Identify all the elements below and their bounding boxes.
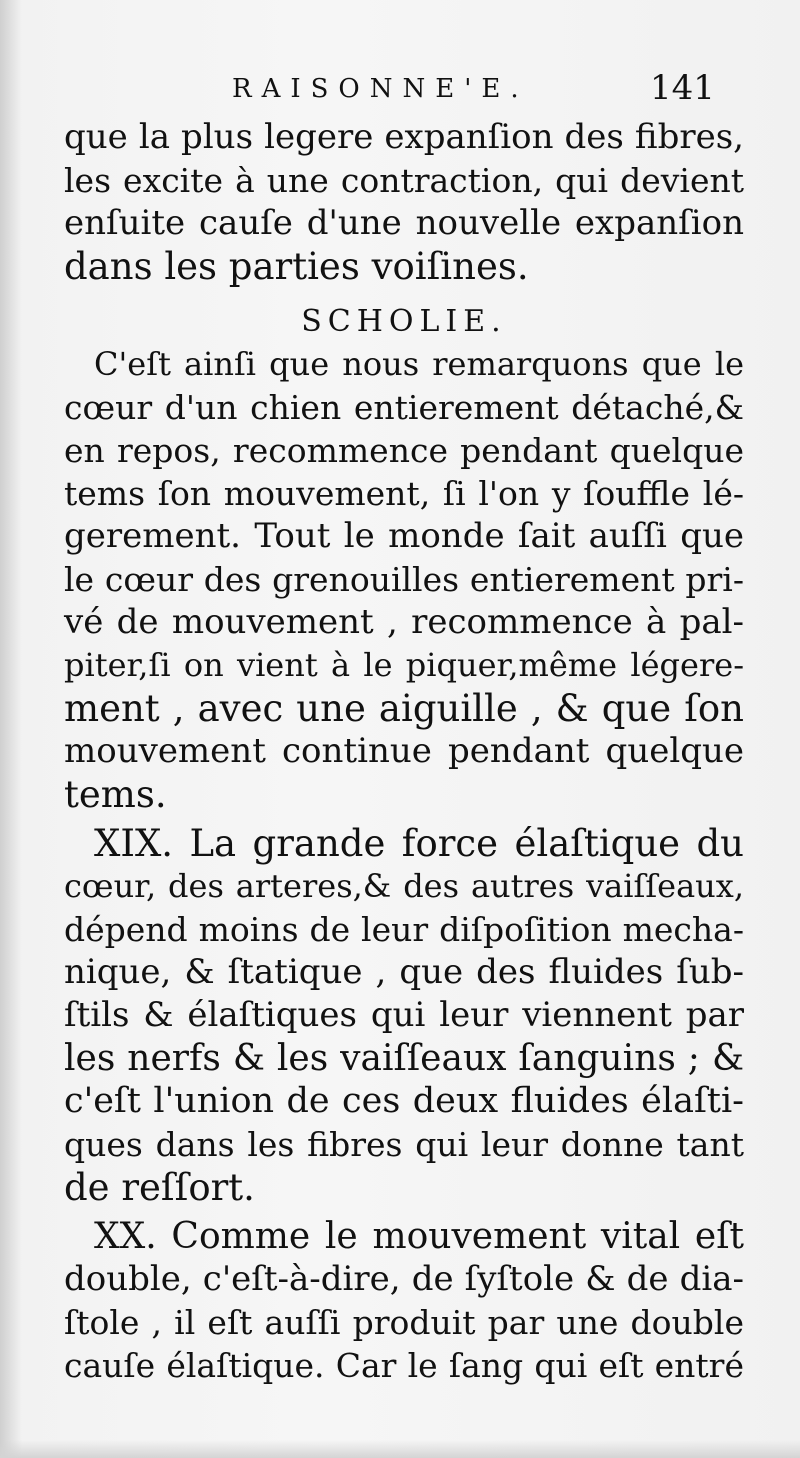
text-line: ques dans les fibres qui leur donne tant (64, 1125, 744, 1164)
page-header (232, 66, 752, 106)
text-line: dépend moins de leur diſpoſition mecha- (64, 910, 744, 949)
text-line: piter,ſi on vient à le piquer,même légere- (64, 646, 744, 684)
page-gutter-shadow (0, 0, 22, 1458)
text-line: tems. (64, 773, 167, 816)
text-line: tems ſon mouvement, ſi l'on y ſouffle lé- (64, 474, 744, 513)
text-line: nique, & ſtatique , que des fluides ſub- (64, 952, 744, 992)
text-line: XX. Comme le mouvement vital eſt (94, 1216, 744, 1257)
text-line: cœur d'un chien entierement détaché,& (64, 388, 744, 427)
text-line: vé de mouvement , recommence à pal- (64, 602, 744, 642)
text-line: ment , avec une aiguille , & que ſon (64, 687, 744, 730)
text-line: les excite à une contraction, qui devient (64, 161, 744, 200)
text-line: les nerfs & les vaiſſeaux ſanguins ; & (64, 1038, 744, 1079)
text-line: c'eſt l'union de ces deux fluides élaſti- (64, 1081, 744, 1121)
text-line: C'eſt ainſi que nous remarquons que le (94, 345, 744, 383)
body-text (64, 116, 744, 1387)
text-line: dans les parties voiſines. (64, 245, 529, 288)
text-line: que la plus legere expanſion des fibres, (64, 117, 744, 157)
page-bottom-shadow (0, 1440, 800, 1458)
text-line: XIX. La grande force élaſtique du (94, 822, 744, 865)
text-line: le cœur des grenouilles entierement pri- (64, 560, 744, 599)
text-line: mouvement continue pendant quelque (64, 731, 744, 771)
scholie-heading: SCHOLIE. (301, 304, 507, 339)
text-line: enſuite cauſe d'une nouvelle expanſion (64, 203, 744, 243)
page-number: 141 (650, 68, 715, 108)
text-line: ſtole , il eſt auſſi produit par une double (64, 1303, 744, 1342)
text-line: ſtils & élaſtiques qui leur viennent par (64, 995, 744, 1035)
text-line: cœur, des arteres,& des autres vaiſſeaux, (64, 867, 744, 905)
text-line: double, c'eſt-à-dire, de ſyſtole & de dia- (64, 1259, 744, 1299)
running-title: RAISONNE'E. (232, 74, 529, 104)
text-line: de reſſort. (64, 1166, 255, 1209)
text-line: cauſe élaſtique. Car le ſang qui eſt entré (64, 1346, 744, 1385)
text-line: en repos, recommence pendant quelque (64, 431, 744, 470)
text-line: gerement. Tout le monde ſait auſſi que (64, 516, 744, 556)
